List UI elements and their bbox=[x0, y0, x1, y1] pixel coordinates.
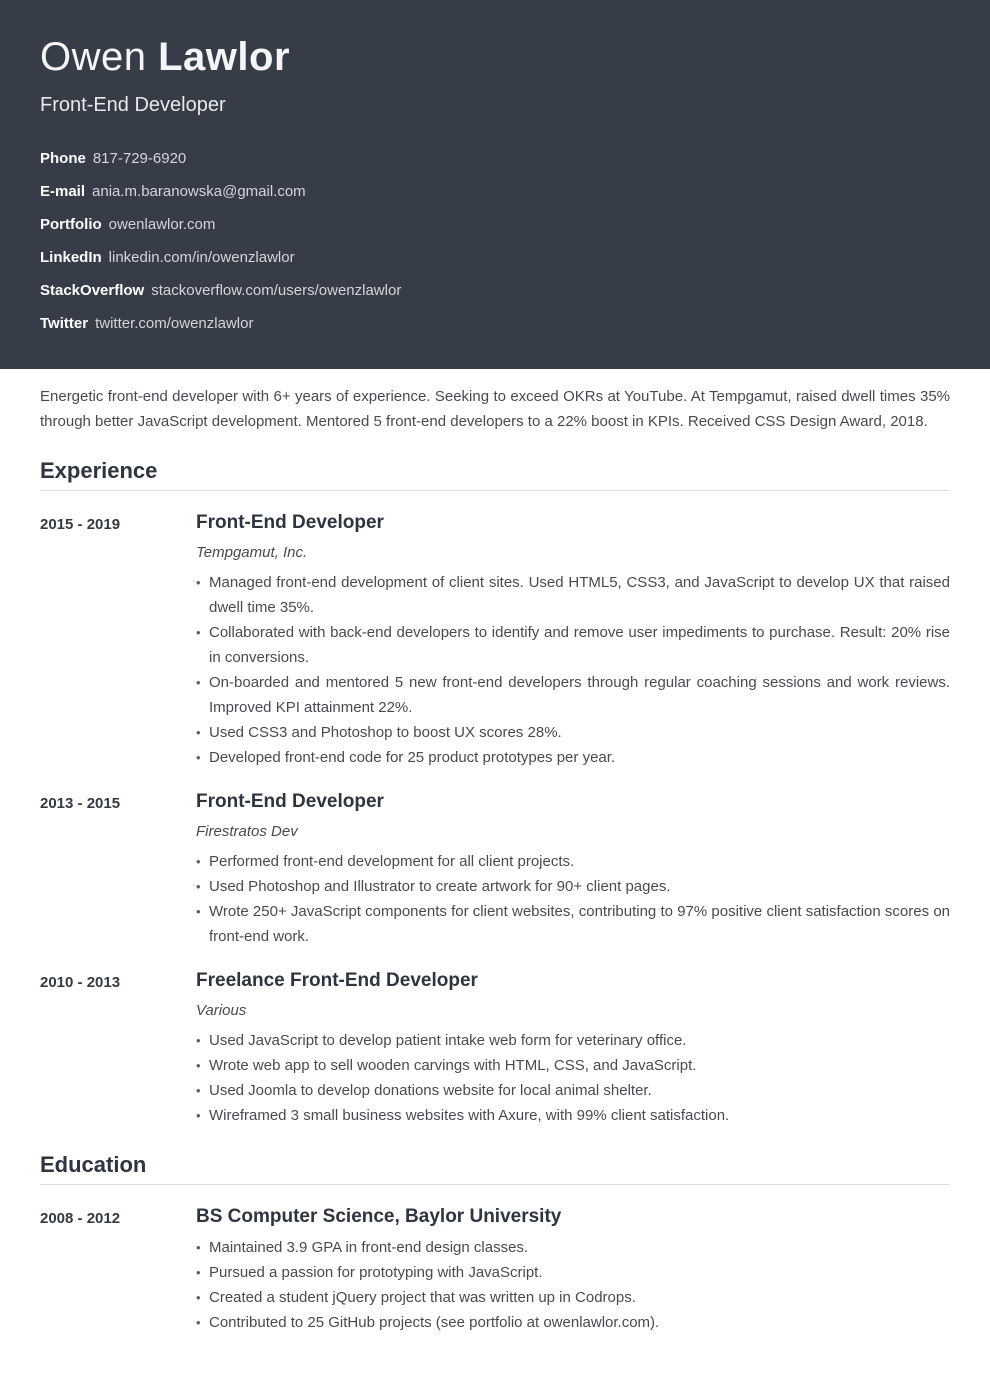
bullet-item: • Maintained 3.9 GPA in front-end design classes. bbox=[196, 1235, 950, 1260]
bullet-item: • Used Joomla to develop donations website for local animal shelter. bbox=[196, 1078, 950, 1103]
bullet-item: • Pursued a passion for prototyping with JavaScript. bbox=[196, 1260, 950, 1285]
contact-value: 817-729-6920 bbox=[92, 150, 187, 167]
contact-label: Phone bbox=[40, 150, 86, 167]
contact-label: Twitter bbox=[40, 315, 89, 332]
education-entry bbox=[40, 1206, 950, 1335]
bullet-item: • Wireframed 3 small business websites with Axure, with 99% client satisfaction. bbox=[196, 1103, 950, 1128]
entry-dates: 2010 - 2013 bbox=[40, 974, 121, 991]
experience-entry bbox=[40, 791, 950, 949]
contact-row-portfolio bbox=[40, 212, 390, 237]
person-name bbox=[40, 34, 950, 80]
contact-row-linkedin bbox=[40, 245, 390, 270]
entry-content bbox=[196, 512, 950, 770]
entry-title: Freelance Front-End Developer bbox=[196, 970, 478, 991]
bullet-list bbox=[196, 1235, 950, 1335]
last-name: Lawlor bbox=[158, 35, 291, 79]
bullet-item: • Developed front-end code for 25 product prototypes per year. bbox=[196, 745, 950, 770]
entry-dates: 2013 - 2015 bbox=[40, 795, 121, 812]
contact-value: linkedin.com/in/owenzlawlor bbox=[108, 249, 295, 266]
contact-row-email bbox=[40, 179, 390, 204]
contact-value: owenlawlor.com bbox=[108, 216, 216, 233]
bullet-list bbox=[196, 1028, 950, 1128]
entry-company: Firestratos Dev bbox=[196, 823, 298, 840]
summary-text: Energetic front-end developer with 6+ years of experience. Seeking to exceed OKRs at YouTube. At Tempgamut, raised dwell times 35% through better JavaScript development. Mentored 5 front-end developers to a 22% boost in KPIs. Received CSS Design Award, 2018. bbox=[40, 388, 950, 430]
contact-row-phone bbox=[40, 146, 390, 171]
contact-value: ania.m.baranowska@gmail.com bbox=[92, 183, 306, 200]
bullet-item: • On-boarded and mentored 5 new front-end developers through regular coaching sessions and work reviews. Improved KPI attainment 22%. bbox=[196, 670, 950, 720]
entry-content bbox=[196, 1206, 950, 1335]
bullet-item: • Managed front-end development of client sites. Used HTML5, CSS3, and JavaScript to develop UX that raised dwell time 35%. bbox=[196, 570, 950, 620]
experience-entry bbox=[40, 512, 950, 770]
contact-label: StackOverflow bbox=[40, 282, 145, 299]
job-title: Front-End Developer bbox=[40, 94, 226, 116]
bullet-item: • Used JavaScript to develop patient intake web form for veterinary office. bbox=[196, 1028, 950, 1053]
bullet-item: • Collaborated with back-end developers to identify and remove user impediments to purchase. Result: 20% rise in conversions. bbox=[196, 620, 950, 670]
section-divider bbox=[40, 490, 950, 491]
bullet-item: • Performed front-end development for all client projects. bbox=[196, 849, 950, 874]
entry-title: BS Computer Science, Baylor University bbox=[196, 1206, 562, 1227]
entry-title: Front-End Developer bbox=[196, 791, 384, 812]
contact-label: LinkedIn bbox=[40, 249, 102, 266]
first-name: Owen bbox=[40, 35, 147, 79]
section-divider bbox=[40, 1184, 950, 1185]
resume-header bbox=[0, 0, 990, 369]
bullet-item: • Contributed to 25 GitHub projects (see portfolio at owenlawlor.com). bbox=[196, 1310, 950, 1335]
entry-dates: 2008 - 2012 bbox=[40, 1210, 121, 1227]
section-title-experience: Experience bbox=[40, 458, 158, 483]
contact-row-twitter bbox=[40, 311, 390, 336]
entry-content bbox=[196, 791, 950, 949]
entry-title: Front-End Developer bbox=[196, 512, 384, 533]
experience-entry bbox=[40, 970, 950, 1128]
bullet-item: • Created a student jQuery project that was written up in Codrops. bbox=[196, 1285, 950, 1310]
resume-body bbox=[0, 369, 990, 1335]
contact-value: twitter.com/owenzlawlor bbox=[95, 315, 254, 332]
entry-company: Tempgamut, Inc. bbox=[196, 544, 308, 561]
entry-content bbox=[196, 970, 950, 1128]
bullet-item: • Wrote 250+ JavaScript components for client websites, contributing to 97% positive client satisfaction scores on front-end work. bbox=[196, 899, 950, 949]
bullet-item: • Wrote web app to sell wooden carvings with HTML, CSS, and JavaScript. bbox=[196, 1053, 950, 1078]
section-title-education: Education bbox=[40, 1152, 147, 1177]
bullet-list bbox=[196, 570, 950, 770]
bullet-item: • Used CSS3 and Photoshop to boost UX scores 28%. bbox=[196, 720, 950, 745]
contact-label: E-mail bbox=[40, 183, 86, 200]
contact-list bbox=[40, 146, 402, 336]
bullet-list bbox=[196, 849, 950, 949]
bullet-item: • Used Photoshop and Illustrator to create artwork for 90+ client pages. bbox=[196, 874, 950, 899]
contact-label: Portfolio bbox=[40, 216, 102, 233]
entry-company: Various bbox=[196, 1002, 247, 1019]
contact-row-stackoverflow bbox=[40, 278, 402, 303]
entry-dates: 2015 - 2019 bbox=[40, 516, 121, 533]
contact-value: stackoverflow.com/users/owenzlawlor bbox=[151, 282, 402, 299]
